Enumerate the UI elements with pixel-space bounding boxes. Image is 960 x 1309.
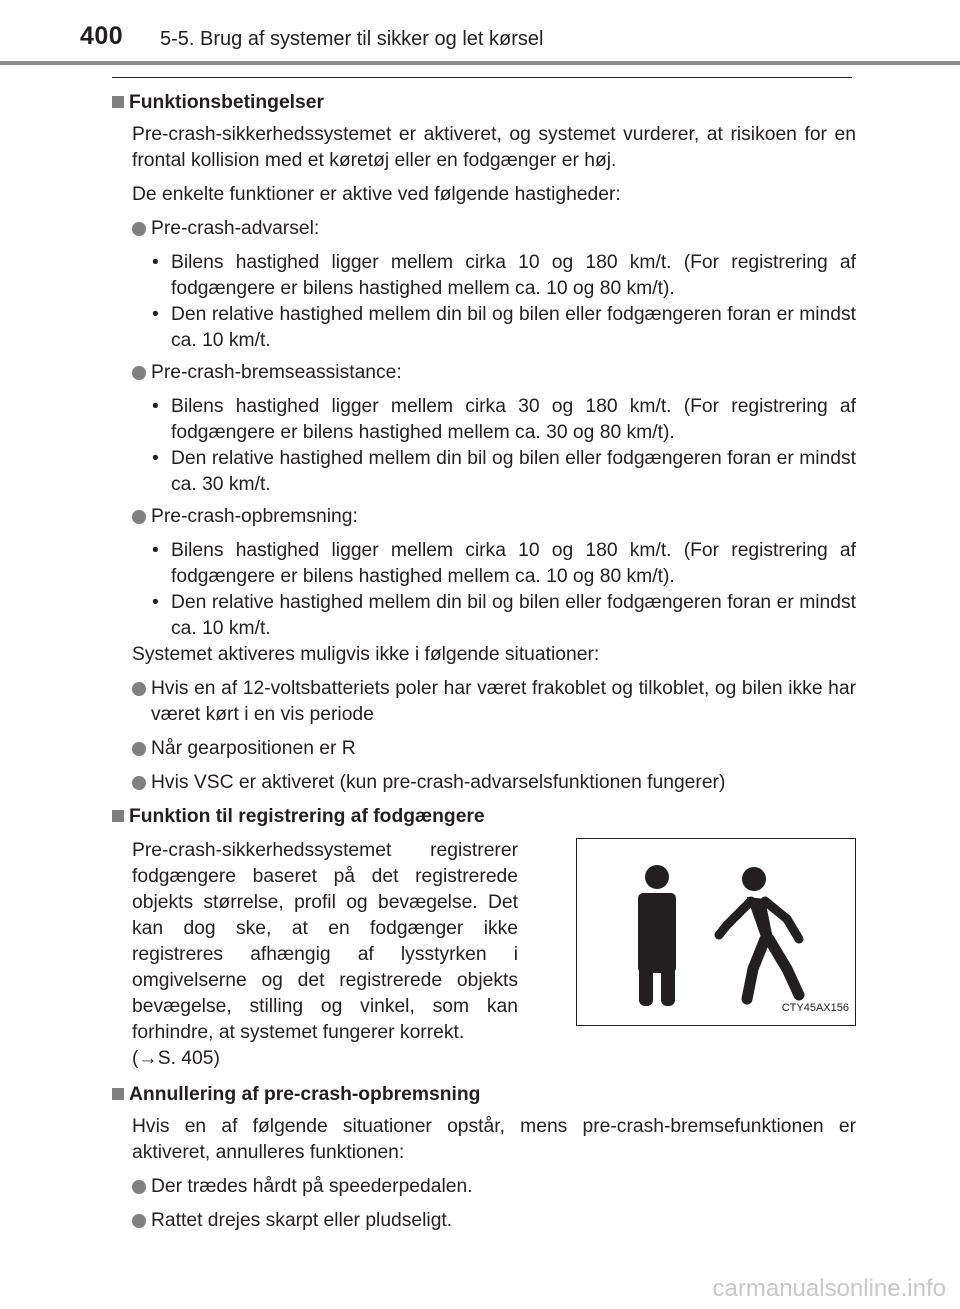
watermark[interactable]: carmanualsonline.info <box>712 1275 946 1302</box>
chapter-title: 5-5. Brug af systemer til sikker og let kørsel <box>160 28 544 50</box>
pedestrian-figure <box>576 838 856 1026</box>
conditions-intro: Pre-crash-sikkerhedssystemet er aktiveret, og systemet vurderer, at risikoen for en frontal kollision med et køretøj eller en fodgænger er høj. <box>132 124 856 171</box>
list-item: • Bilens hastighed ligger mellem cirka 10 og 180 km/t. (For registrering af fodgængere er bilens hastighed mellem ca. 10 og 80 km/t). <box>152 540 856 587</box>
cancel-item: Der trædes hårdt på speederpedalen. <box>132 1174 856 1200</box>
figure-caption: CTY45AX156 <box>781 1002 849 1014</box>
circle-bullet-icon <box>132 742 146 756</box>
square-bullet-icon <box>112 96 124 108</box>
situation-item: Når gearpositionen er R <box>132 736 856 762</box>
situation-item: Hvis en af 12-voltsbatteriets poler har været frakoblet og tilkoblet, og bilen ikke har været kørt i en vis periode <box>132 676 856 728</box>
pedestrian-text: Pre-crash-sikkerhedssystemet registrerer fodgængere baseret på det registrerede objekts størrelse, profil og bevægelse. Det kan dog ske, at en fodgænger ikke registreres afhængig af lysstyrken i omgivelserne og det registrerede objekts bevægelse, stilling og vinkel, som kan forhindre, at systemet fungerer korrekt. (→S. 405) <box>132 840 518 1069</box>
header-divider <box>0 61 960 65</box>
page-number: 400 <box>80 22 124 50</box>
page-content <box>112 90 856 1242</box>
function-item: Pre-crash-opbremsning: <box>132 504 856 530</box>
page-header <box>0 0 960 64</box>
section-heading-conditions: Funktionsbetingelser <box>112 90 856 116</box>
list-item: • Bilens hastighed ligger mellem cirka 10 og 180 km/t. (For registrering af fodgængere er bilens hastighed mellem ca. 10 og 80 km/t). <box>152 252 856 299</box>
list-item: • Den relative hastighed mellem din bil og bilen eller fodgængeren foran er mindst ca. 10 km/t. <box>152 592 856 639</box>
list-item: • Bilens hastighed ligger mellem cirka 30 og 180 km/t. (For registrering af fodgængere er bilens hastighed mellem ca. 30 og 80 km/t). <box>152 396 856 443</box>
cancel-intro: Hvis en af følgende situationer opstår, mens pre-crash-bremsefunktionen er aktiveret, annulleres funktionen: <box>132 1116 856 1163</box>
circle-bullet-icon <box>132 510 146 524</box>
section-rule <box>112 77 852 78</box>
square-bullet-icon <box>112 1088 124 1100</box>
speeds-intro: De enkelte funktioner er aktive ved følgende hastigheder: <box>132 184 621 205</box>
function-item: Pre-crash-advarsel: <box>132 216 856 242</box>
circle-bullet-icon <box>132 1214 146 1228</box>
circle-bullet-icon <box>132 1180 146 1194</box>
circle-bullet-icon <box>132 366 146 380</box>
circle-bullet-icon <box>132 682 146 696</box>
section-heading-cancel: Annullering af pre-crash-opbremsning <box>112 1082 856 1108</box>
square-bullet-icon <box>112 810 124 822</box>
function-item: Pre-crash-bremseassistance: <box>132 360 856 386</box>
circle-bullet-icon <box>132 222 146 236</box>
cancel-item: Rattet drejes skarpt eller pludseligt. <box>132 1208 856 1234</box>
section-heading-pedestrian: Funktion til registrering af fodgængere <box>112 804 856 830</box>
circle-bullet-icon <box>132 776 146 790</box>
list-item: • Den relative hastighed mellem din bil og bilen eller fodgængeren foran er mindst ca. 10 km/t. <box>152 304 856 351</box>
list-item: • Den relative hastighed mellem din bil og bilen eller fodgængeren foran er mindst ca. 30 km/t. <box>152 448 856 495</box>
not-active-intro: Systemet aktiveres muligvis ikke i følgende situationer: <box>132 644 600 665</box>
situation-item: Hvis VSC er aktiveret (kun pre-crash-advarselsfunktionen fungerer) <box>132 770 856 796</box>
page-reference: (→S. 405) <box>132 1048 220 1069</box>
